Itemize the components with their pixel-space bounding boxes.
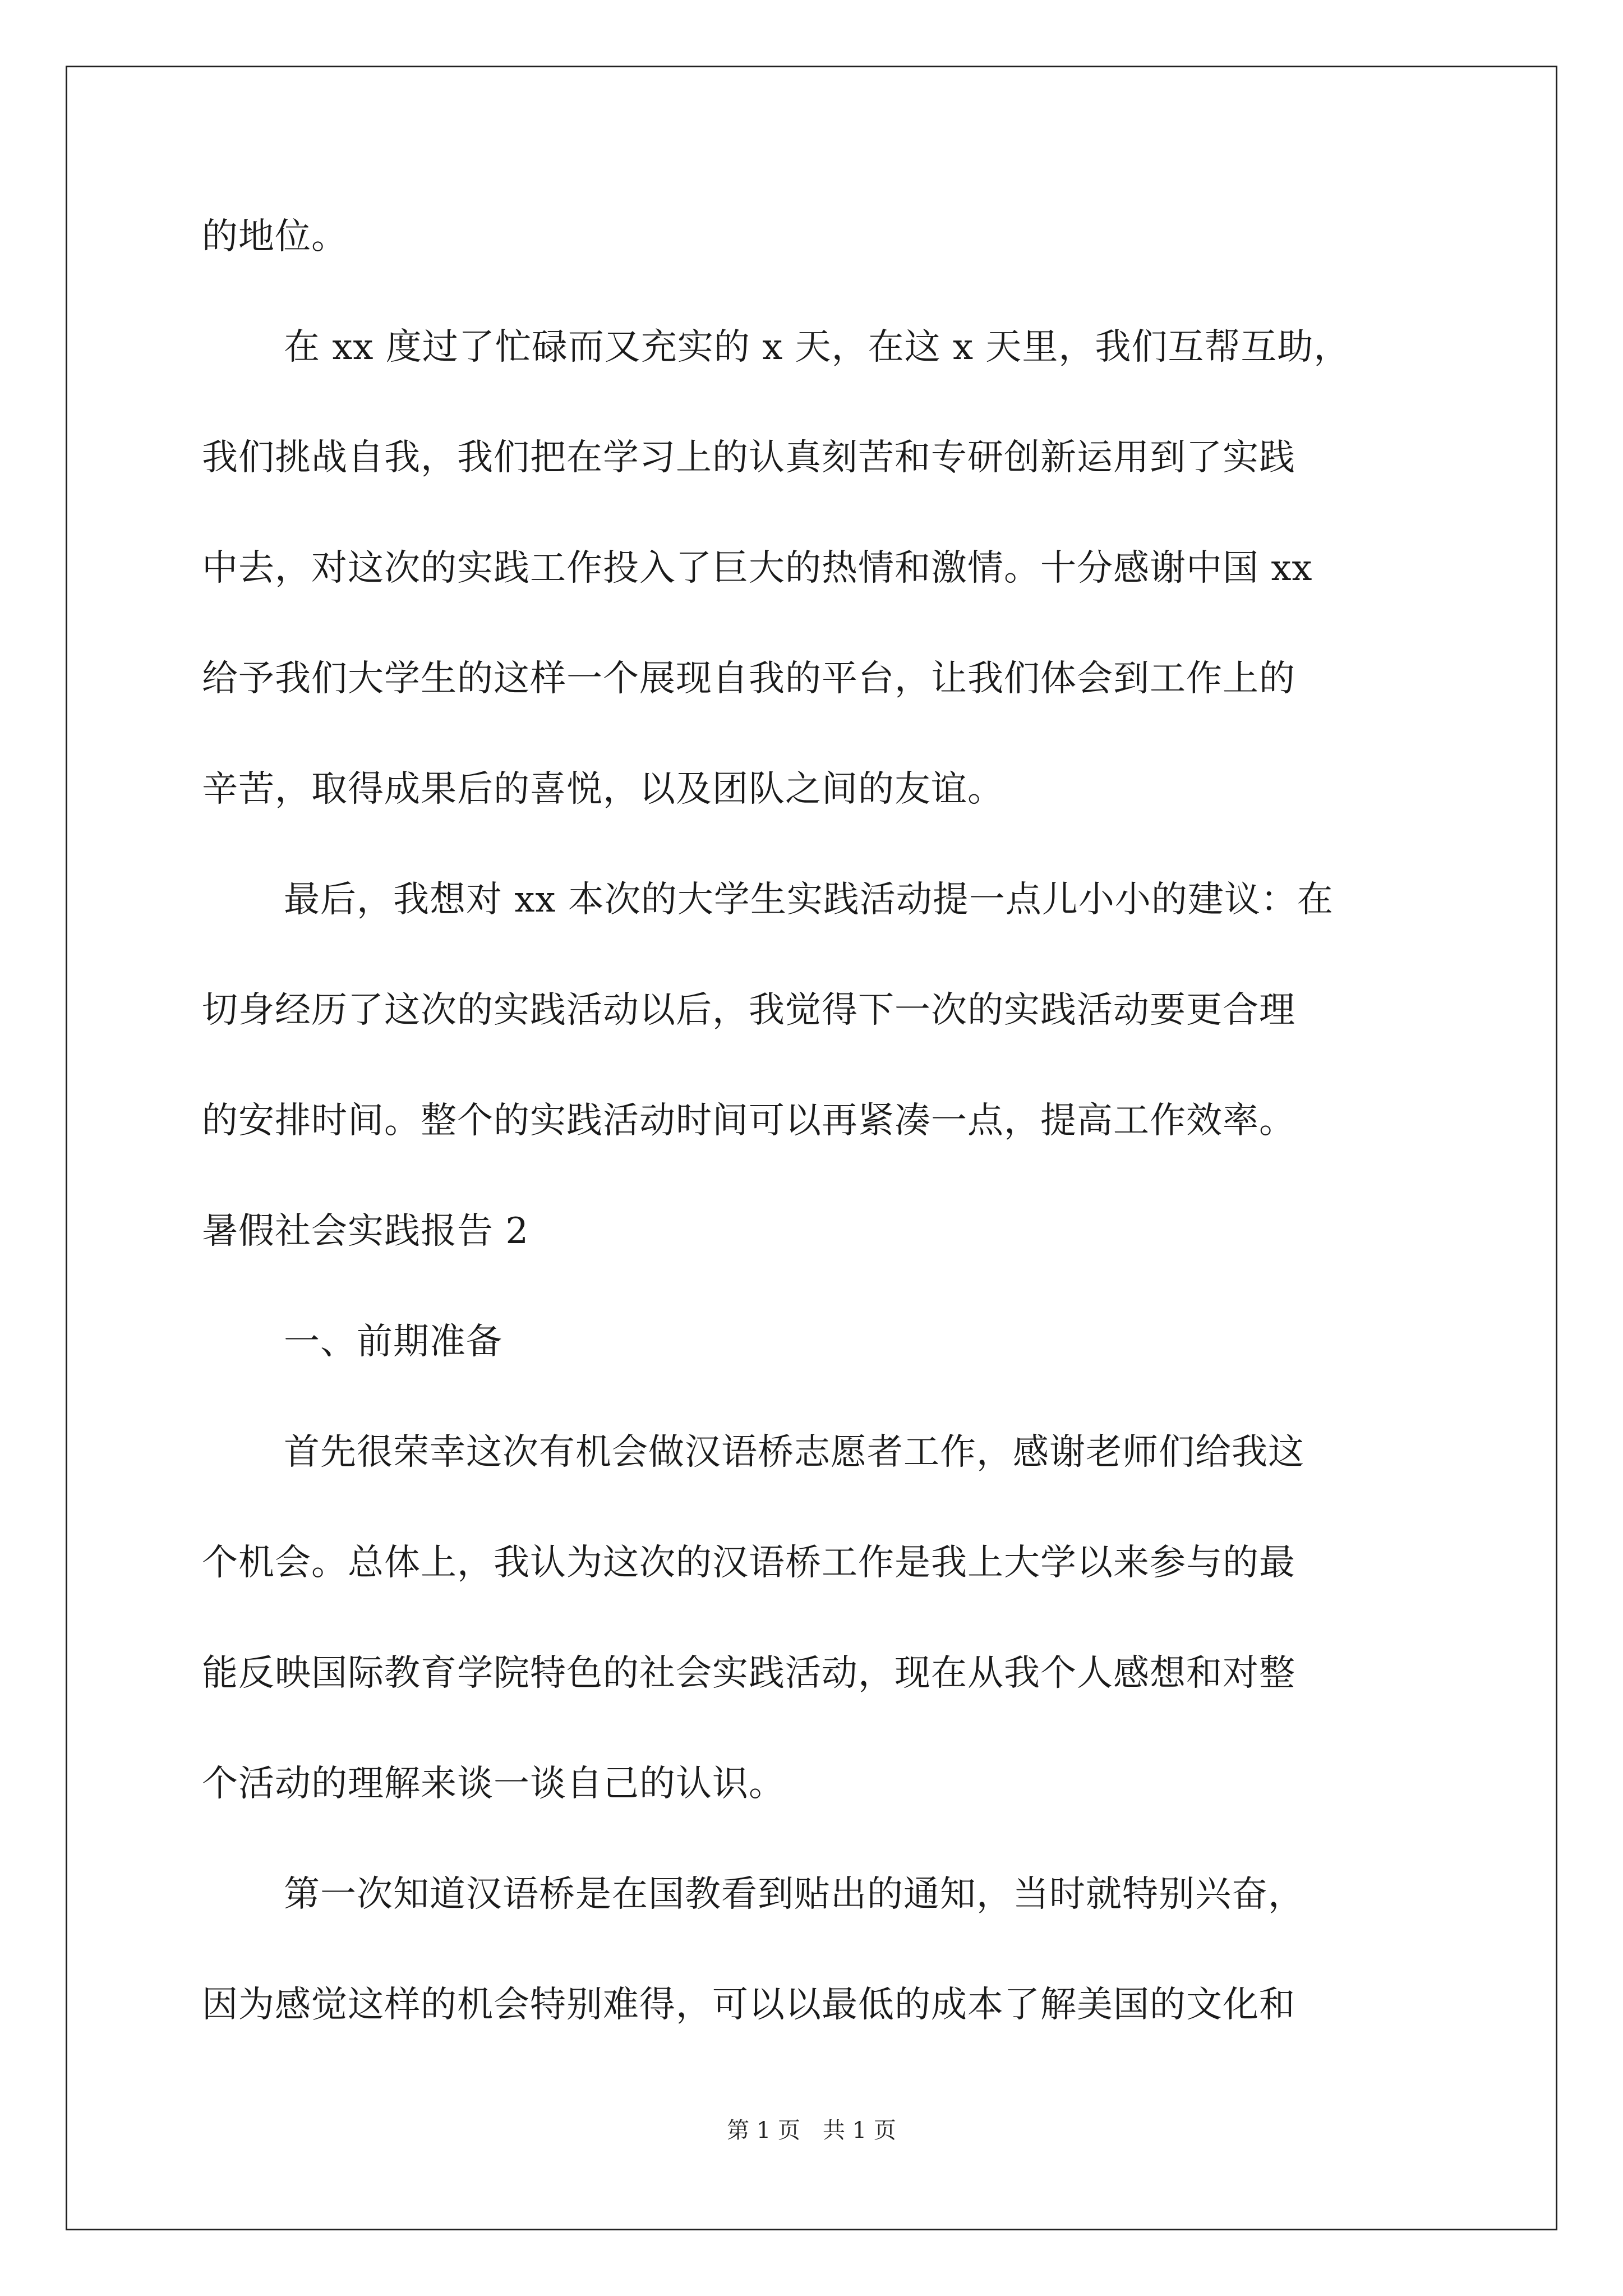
text-line: 最后，我想对 xx 本次的大学生实践活动提一点儿小小的建议：在 xyxy=(284,879,1334,921)
text-line: 的安排时间。整个的实践活动时间可以再紧凑一点，提高工作效率。 xyxy=(202,1100,1295,1142)
text-line: 能反映国际教育学院特色的社会实践活动，现在从我个人感想和对整 xyxy=(202,1653,1295,1694)
section-heading: 暑假社会实践报告 2 xyxy=(202,1211,529,1252)
page-number: 第 1 页 xyxy=(727,2118,800,2143)
page-footer xyxy=(0,2117,1623,2144)
text-line: 在 xx 度过了忙碌而又充实的 x 天，在这 x 天里，我们互帮互助， xyxy=(284,326,1350,368)
document-body xyxy=(202,214,1444,2093)
text-line: 个机会。总体上，我认为这次的汉语桥工作是我上大学以来参与的最 xyxy=(202,1542,1295,1584)
text-line: 给予我们大学生的这样一个展现自我的平台，让我们体会到工作上的 xyxy=(202,658,1295,700)
text-line: 首先很荣幸这次有机会做汉语桥志愿者工作，感谢老师们给我这 xyxy=(284,1432,1304,1473)
subsection-heading: 一、前期准备 xyxy=(284,1321,502,1363)
text-line: 的地位。 xyxy=(202,216,348,257)
text-line: 我们挑战自我，我们把在学习上的认真刻苦和专研创新运用到了实践 xyxy=(202,437,1295,478)
text-line: 个活动的理解来谈一谈自己的认识。 xyxy=(202,1763,785,1805)
text-line: 辛苦，取得成果后的喜悦，以及团队之间的友谊。 xyxy=(202,769,1004,810)
text-line: 中去，对这次的实践工作投入了巨大的热情和激情。十分感谢中国 xx xyxy=(202,547,1313,589)
page-total: 共 1 页 xyxy=(823,2118,896,2143)
text-line: 切身经历了这次的实践活动以后，我觉得下一次的实践活动要更合理 xyxy=(202,990,1295,1031)
text-line: 第一次知道汉语桥是在国教看到贴出的通知，当时就特别兴奋， xyxy=(284,1874,1304,1915)
text-line: 因为感觉这样的机会特别难得，可以以最低的成本了解美国的文化和 xyxy=(202,1984,1295,2026)
